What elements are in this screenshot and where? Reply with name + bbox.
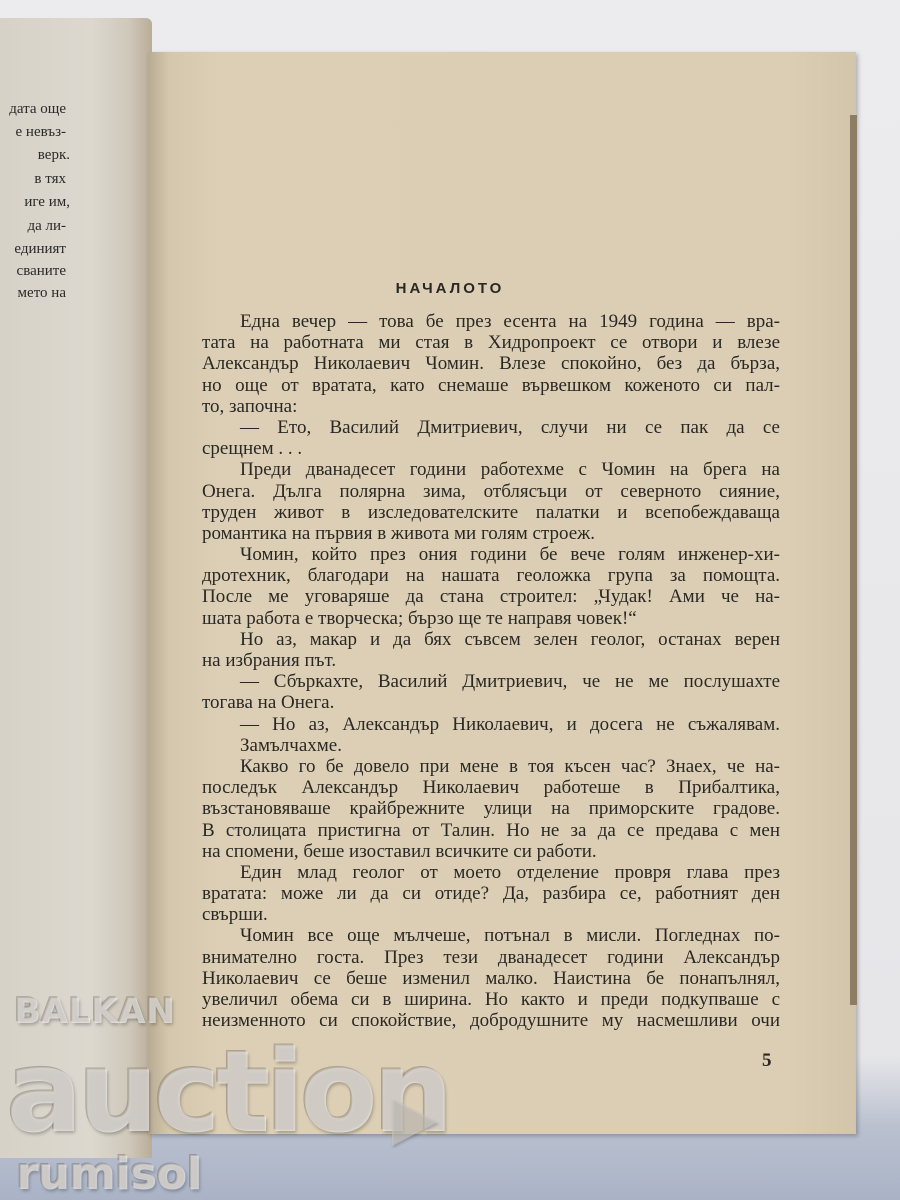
- text-line: — Ето, Василий Дмитриевич, случи ни се пак да се: [240, 416, 780, 438]
- text-line: срещнем . . .: [202, 438, 303, 460]
- left-page-line: да ли-: [27, 218, 66, 234]
- page-edge: [850, 115, 857, 1005]
- watermark-logo-rumisol: rumisol: [16, 1148, 202, 1199]
- chapter-title: НАЧАЛОТО: [395, 280, 505, 297]
- text-line: тата на работната ми стая в Хидропроект се отвори и влезе: [202, 332, 780, 354]
- text-line: но още от вратата, като снемаше вървешком коженото си пал-: [202, 374, 780, 396]
- text-line: вратата: може ли да си отиде? Да, разбира се, работният ден: [202, 883, 780, 905]
- text-line: Александър Николаевич Чомин. Влезе спокойно, без да бърза,: [202, 353, 780, 375]
- text-line: Какво го бе довело при мене в тоя късен час? Знаех, че на-: [240, 755, 780, 777]
- left-page-line: дата още: [9, 101, 66, 117]
- body-text: [202, 311, 780, 1031]
- text-line: После ме уговаряше да стана строител: „Чудак! Ами че на-: [202, 586, 780, 608]
- text-line: Една вечер — това бе през есента на 1949 година — вра-: [240, 311, 780, 332]
- left-page-line: е невъз-: [15, 124, 66, 140]
- text-line: увеличил обема си в ширина. Но както и преди подкупваше с: [202, 989, 780, 1010]
- text-line: Замълчахме.: [240, 734, 342, 756]
- text-line: на избрания път.: [202, 650, 337, 671]
- text-line: труден живот в изследователските палатки и всепобеждаваща: [202, 501, 780, 523]
- text-line: Чомин все още мълчеше, потънал в мисли. Погледнах по-: [240, 925, 780, 947]
- left-page: [0, 18, 152, 1158]
- text-line: Николаевич се беше изменил малко. Наистина бе понапълнял,: [202, 967, 780, 989]
- text-line: неизменното си спокойствие, добродушните му насмешливи очи: [202, 1010, 780, 1032]
- text-line: Чомин, който през ония години бе вече голям инженер-хи-: [240, 544, 780, 566]
- text-line: В столицата пристигна от Талин. Но не за да се предава с мен: [202, 819, 780, 841]
- left-page-line: мето на: [17, 285, 66, 301]
- left-page-line: сваните: [16, 263, 66, 279]
- left-page-line: иге им,: [24, 194, 70, 210]
- left-page-line: верк.: [37, 147, 70, 163]
- left-page-line: единият: [14, 241, 66, 257]
- watermark-logo-auction: auction: [6, 1027, 449, 1157]
- text-line: то, започна:: [202, 395, 298, 417]
- text-line: тогава на Онега.: [202, 692, 335, 714]
- text-line: — Но аз, Александър Николаевич, и досега не съжалявам.: [240, 713, 780, 735]
- watermark-logo-balkan: BALKAN: [14, 991, 176, 1031]
- text-line: свърши.: [202, 904, 268, 926]
- text-line: романтика на първия в живота ми голям строеж.: [202, 522, 596, 544]
- text-line: внимателно госта. През тези дванадесет години Александър: [202, 946, 780, 968]
- text-line: дротехник, благодари на нашата геоложка група за помощта.: [202, 565, 780, 587]
- left-page-line: в тях: [34, 171, 66, 187]
- text-line: Но аз, макар и да бях съвсем зелен геолог, останах верен: [240, 628, 780, 650]
- text-line: Онега. Дълга полярна зима, отблясъци от северното сияние,: [202, 480, 780, 502]
- text-line: шата работа е творческа; бързо ще те направя човек!“: [202, 607, 637, 629]
- text-line: — Сбъркахте, Василий Дмитриевич, че не ме послушахте: [240, 671, 780, 693]
- text-line: Един млад геолог от моето отделение провря глава през: [240, 861, 780, 883]
- text-line: възстановяваше крайбрежните улици на приморските градове.: [202, 798, 780, 820]
- text-line: Преди дванадесет години работехме с Чомин на брега на: [240, 459, 780, 481]
- page-number: 5: [762, 1050, 772, 1071]
- text-line: на спомени, беше изоставил всичките си работи.: [202, 840, 597, 862]
- text-line: последък Александър Николаевич работеше в Прибалтика,: [202, 777, 780, 799]
- watermark-arrow-icon: [392, 1098, 438, 1146]
